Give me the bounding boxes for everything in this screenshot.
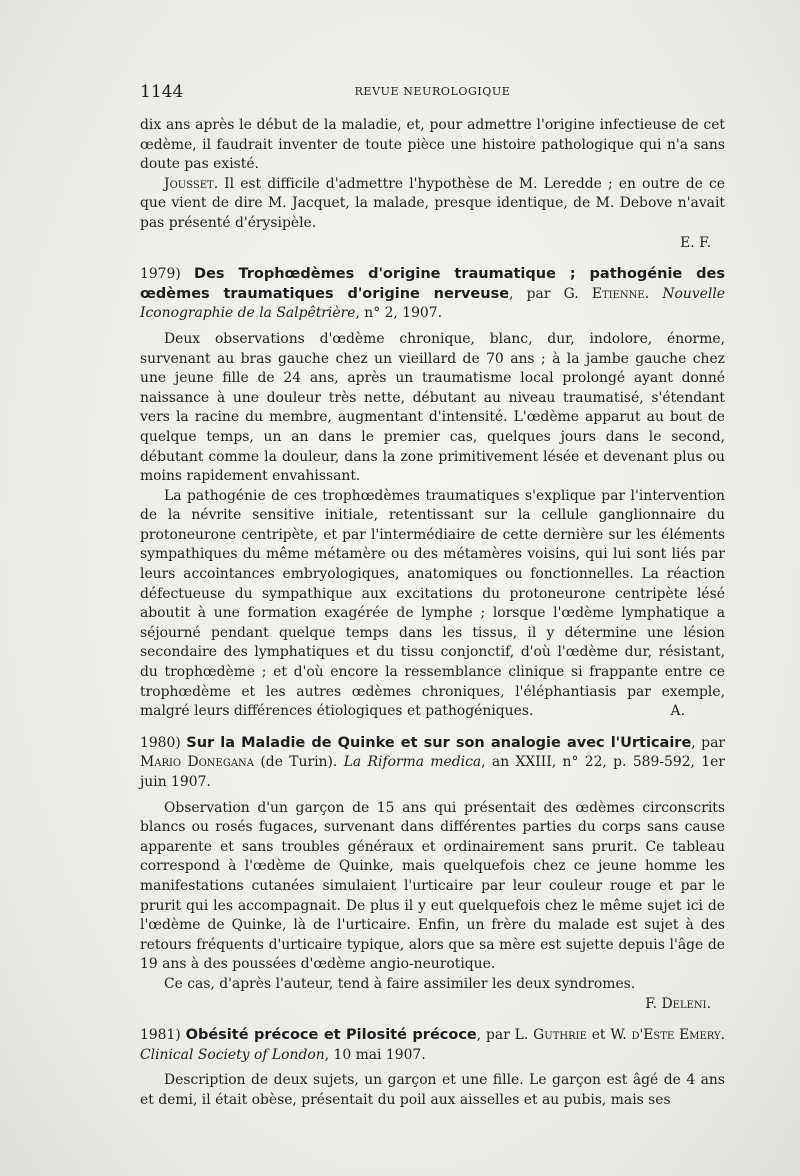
intro-signature: E. F. <box>680 234 711 251</box>
article-1980 <box>140 734 725 1014</box>
article-author: Mario Donegana <box>140 754 255 771</box>
paragraph-text: La pathogénie de ces trophœdèmes traumatiques s'explique par l'intervention de la névrite sensitive initiale, retentissant sur la cellule ganglionnaire du protoneurone centripète, et par l'intermédiaire de cette dernière sur les éléments sympathiques du même métamère ou des métamères voisins, qui lui sont liés par leurs accointances embryologiques, anatomiques ou fonctionnelles. La réaction défectueuse du sympathique aux excitations du protoneurone centripète lésé aboutit à une formation exagérée de lymphe ; lorsque l'œdème lymphatique a séjourné pendant quelque temps dans les tissus, il y détermine une lésion secondaire des lymphatiques et du tissu conjonctif, d'où l'œdème dur, résistant, du trophœdème ; et d'où encore la ressemblance clinique si frappante entre ce trophœdème et les autres œdèmes chroniques, l'éléphantiasis par exemple, malgré leurs différences étiologiques et pathogéniques. <box>140 487 725 720</box>
discussion-text: Il est difficile d'admettre l'hypothèse de M. Leredde ; en outre de ce que vient de dire M. Jacquet, la malade, presque identique, de M. Debove n'avait pas présenté d'érysipèle. <box>140 175 725 231</box>
article-conjunction: et W. <box>586 1027 632 1044</box>
text-column <box>140 116 725 1111</box>
article-heading <box>140 265 725 324</box>
article-author: Etienne. <box>591 285 650 302</box>
article-author-2: d'Este Emery. <box>631 1027 726 1044</box>
article-title: Sur la Maladie de Quinke et sur son analogie avec l'Urticaire <box>186 734 692 751</box>
article-title: Des Trophœdèmes d'origine traumatique ; pathogénie des œdèmes traumatiques d'origine nerveuse <box>140 266 725 302</box>
article-byline: , par G. <box>509 285 592 302</box>
article-signature: A. <box>670 703 685 720</box>
article-signature: F. Deleni. <box>645 995 711 1012</box>
article-byline: , par L. <box>476 1027 534 1044</box>
article-source: La Riforma medica <box>343 754 482 771</box>
article-source: Clinical Society of London <box>140 1046 325 1063</box>
article-byline: , par <box>691 734 725 751</box>
article-reference: , an XXIII, n° 22, p. 589-592, 1er juin 1907. <box>140 754 725 790</box>
article-heading <box>140 734 725 793</box>
article-heading <box>140 1026 725 1065</box>
article-number: 1979) <box>140 266 181 283</box>
article-paragraph: Ce cas, d'après l'auteur, tend à faire assimiler les deux syndromes. <box>164 975 636 992</box>
article-paragraph: Description de deux sujets, un garçon et une fille. Le garçon est âgé de 4 ans et demi, il était obèse, présentait du poil aux aisselles et au pubis, mais ses <box>140 1072 725 1108</box>
article-author: Guthrie <box>533 1027 587 1044</box>
article-title: Obésité précoce et Pilosité précoce <box>185 1027 477 1044</box>
running-title: REVUE NEUROLOGIQUE <box>354 85 511 98</box>
page-number: 1144 <box>140 82 184 102</box>
article-paragraph: Deux observations d'œdème chronique, blanc, dur, indolore, énorme, survenant au bras gauche chez un vieillard de 70 ans ; à la jambe gauche chez une jeune fille de 24 ans, après un traumatisme local prolongé ayant donné naissance à une douleur très nette, débutant au niveau traumatisé, s'étendant vers la racine du membre, augmentant d'intensité. L'œdème apparut au bout de quelque temps, un an dans le premier cas, quelques jours dans le second, débutant comme la douleur, dans la zone primitivement lésée et devenant plus ou moins rapidement envahissant. <box>140 330 725 485</box>
article-source: Nouvelle Iconographie de la Salpêtrière <box>140 285 725 322</box>
article-paragraph: Observation d'un garçon de 15 ans qui présentait des œdèmes circonscrits blancs ou rosés fugaces, survenant dans différentes parties du corps sans cause apparente et sans troubles généraux et ordinairement sans prurit. Ce tableau correspond à l'œdème de Quinke, mais quelquefois chez ce jeune homme les manifestations cutanées simulaient l'urticaire par leur couleur rouge et par le prurit qui les accompagnait. De plus il y eut quelquefois chez le même sujet ici de l'œdème de Quinke, là de l'urticaire. Enfin, un frère du malade est sujet à des retours fréquents d'urticaire typique, alors que sa mère est sujette depuis l'âge de 19 ans à des poussées d'œdème angio-neurotique. <box>140 799 725 973</box>
article-1981 <box>140 1026 725 1110</box>
article-reference: , 10 mai 1907. <box>324 1046 426 1063</box>
article-number: 1980) <box>140 734 181 751</box>
discussion-paragraph <box>140 175 725 234</box>
article-reference: , n° 2, 1907. <box>355 305 443 322</box>
article-paragraph <box>140 487 725 722</box>
article-number: 1981) <box>140 1027 181 1044</box>
intro-paragraph: dix ans après le début de la maladie, et, pour admettre l'origine infectieuse de cet œdème, il faudrait inventer de toute pièce une histoire pathologique qui n'a sans doute pas existé. <box>140 117 725 173</box>
page-header <box>140 82 725 104</box>
article-1979 <box>140 265 725 722</box>
speaker-name: Jousset. <box>164 175 219 192</box>
article-origin: (de Turin). <box>254 754 344 771</box>
